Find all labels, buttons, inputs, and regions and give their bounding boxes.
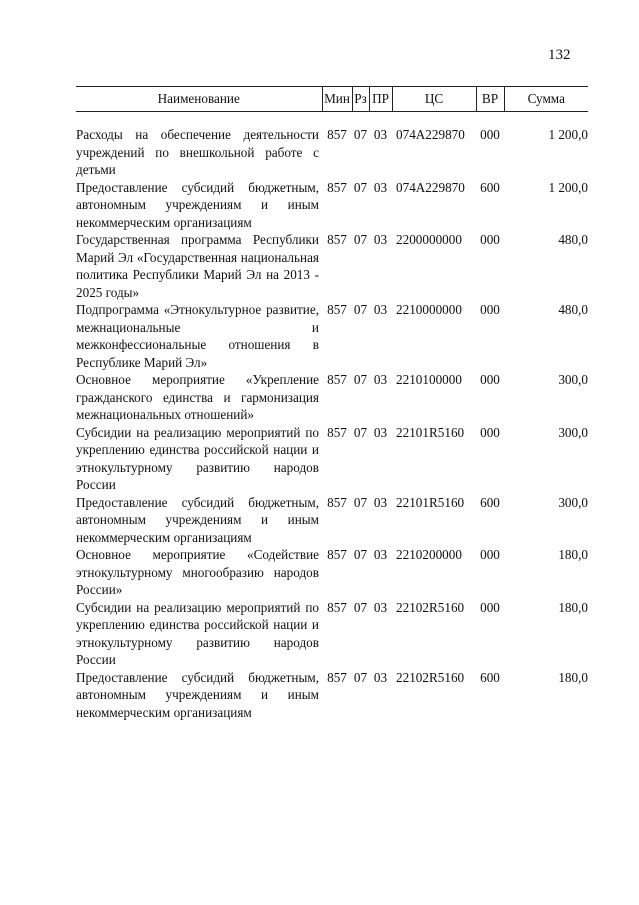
row-sum: 480,0 [558, 232, 588, 247]
row-vr: 600 [480, 179, 500, 195]
row-vr: 000 [480, 232, 500, 247]
row-sum: 1 200,0 [548, 127, 588, 142]
row-pr: 03 [373, 179, 388, 195]
row-name: Предоставление субсидий бюджетным, автономным учреждениям и иным некоммерческим организациям [76, 669, 319, 720]
table-row [76, 301, 588, 371]
row-sum: 300,0 [558, 494, 588, 510]
table-row [76, 599, 588, 669]
row-cs: 22101R5160 [396, 494, 465, 510]
row-vr: 000 [480, 547, 500, 562]
row-cs: 2210100000 [396, 372, 462, 387]
row-min: 857 [327, 599, 347, 615]
table-header [76, 87, 588, 112]
row-min: 857 [327, 302, 347, 317]
header-pr: ПР [369, 87, 392, 112]
header-rz: Рз [352, 87, 369, 112]
row-vr: 000 [480, 599, 500, 615]
row-min: 857 [327, 494, 347, 510]
table-body [76, 112, 588, 722]
row-cs: 22102R5160 [396, 669, 465, 685]
row-cs: 2210200000 [396, 547, 462, 562]
table-row [76, 126, 588, 179]
row-cs: 074А229870 [396, 179, 465, 195]
row-vr: 000 [480, 127, 500, 142]
row-sum: 180,0 [558, 669, 588, 685]
header-name: Наименование [76, 87, 322, 112]
row-sum: 480,0 [558, 302, 588, 317]
row-vr: 000 [480, 424, 500, 440]
row-name: Государственная программа Республики Марий Эл «Государственная национальная политика Республики Марий Эл на 2013 - 2025 годы» [76, 232, 319, 300]
row-vr: 000 [480, 302, 500, 317]
row-rz: 07 [353, 424, 368, 440]
table-row [76, 669, 588, 722]
row-rz: 07 [353, 669, 368, 685]
row-name: Основное мероприятие «Содействие этнокультурному многообразию народов России» [76, 547, 319, 597]
row-name: Расходы на обеспечение деятельности учреждений по внешкольной работе с детьми [76, 127, 319, 177]
row-vr: 600 [480, 669, 500, 685]
row-name: Подпрограмма «Этнокультурное развитие, межнациональные и межконфессиональные отношения в Республике Марий Эл» [76, 302, 319, 370]
row-min: 857 [327, 372, 347, 387]
table-row [76, 494, 588, 547]
page-number: 132 [548, 47, 571, 63]
row-rz: 07 [353, 599, 368, 615]
row-sum: 300,0 [558, 372, 588, 387]
row-cs: 22101R5160 [396, 424, 465, 440]
row-rz: 07 [353, 232, 368, 247]
row-cs: 074А229870 [396, 127, 465, 142]
budget-table [76, 86, 588, 721]
table-row [76, 231, 588, 301]
row-pr: 03 [373, 547, 388, 562]
row-min: 857 [327, 669, 347, 685]
row-pr: 03 [373, 424, 388, 440]
row-pr: 03 [373, 599, 388, 615]
row-pr: 03 [373, 669, 388, 685]
row-name: Субсидии на реализацию мероприятий по укреплению единства российской нации и этнокультурному развитию народов России [76, 599, 319, 667]
row-pr: 03 [373, 127, 388, 142]
header-vr: ВР [476, 87, 504, 112]
row-cs: 2200000000 [396, 232, 462, 247]
row-min: 857 [327, 232, 347, 247]
row-cs: 22102R5160 [396, 599, 465, 615]
row-sum: 1 200,0 [548, 179, 588, 195]
header-cs: ЦС [392, 87, 476, 112]
row-sum: 180,0 [558, 599, 588, 615]
table-row [76, 179, 588, 232]
table-row [76, 546, 588, 599]
row-sum: 300,0 [558, 424, 588, 440]
row-name: Предоставление субсидий бюджетным, автономным учреждениям и иным некоммерческим организациям [76, 179, 319, 230]
row-pr: 03 [373, 494, 388, 510]
row-rz: 07 [353, 494, 368, 510]
row-rz: 07 [353, 302, 368, 317]
row-pr: 03 [373, 372, 388, 387]
row-min: 857 [327, 547, 347, 562]
row-rz: 07 [353, 547, 368, 562]
header-min: Мин [322, 87, 352, 112]
row-name: Основное мероприятие «Укрепление гражданского единства и гармонизация межнациональных отношений» [76, 372, 319, 422]
row-min: 857 [327, 424, 347, 440]
row-rz: 07 [353, 127, 368, 142]
row-name: Субсидии на реализацию мероприятий по укреплению единства российской нации и этнокультурному развитию народов России [76, 424, 319, 492]
row-sum: 180,0 [558, 547, 588, 562]
row-pr: 03 [373, 232, 388, 247]
row-vr: 000 [480, 372, 500, 387]
table-row [76, 371, 588, 424]
row-pr: 03 [373, 302, 388, 317]
row-rz: 07 [353, 179, 368, 195]
header-sum: Сумма [504, 87, 588, 112]
row-rz: 07 [353, 372, 368, 387]
table-row [76, 424, 588, 494]
row-min: 857 [327, 179, 347, 195]
row-cs: 2210000000 [396, 302, 462, 317]
row-name: Предоставление субсидий бюджетным, автономным учреждениям и иным некоммерческим организациям [76, 494, 319, 545]
row-min: 857 [327, 127, 347, 142]
row-vr: 600 [480, 494, 500, 510]
